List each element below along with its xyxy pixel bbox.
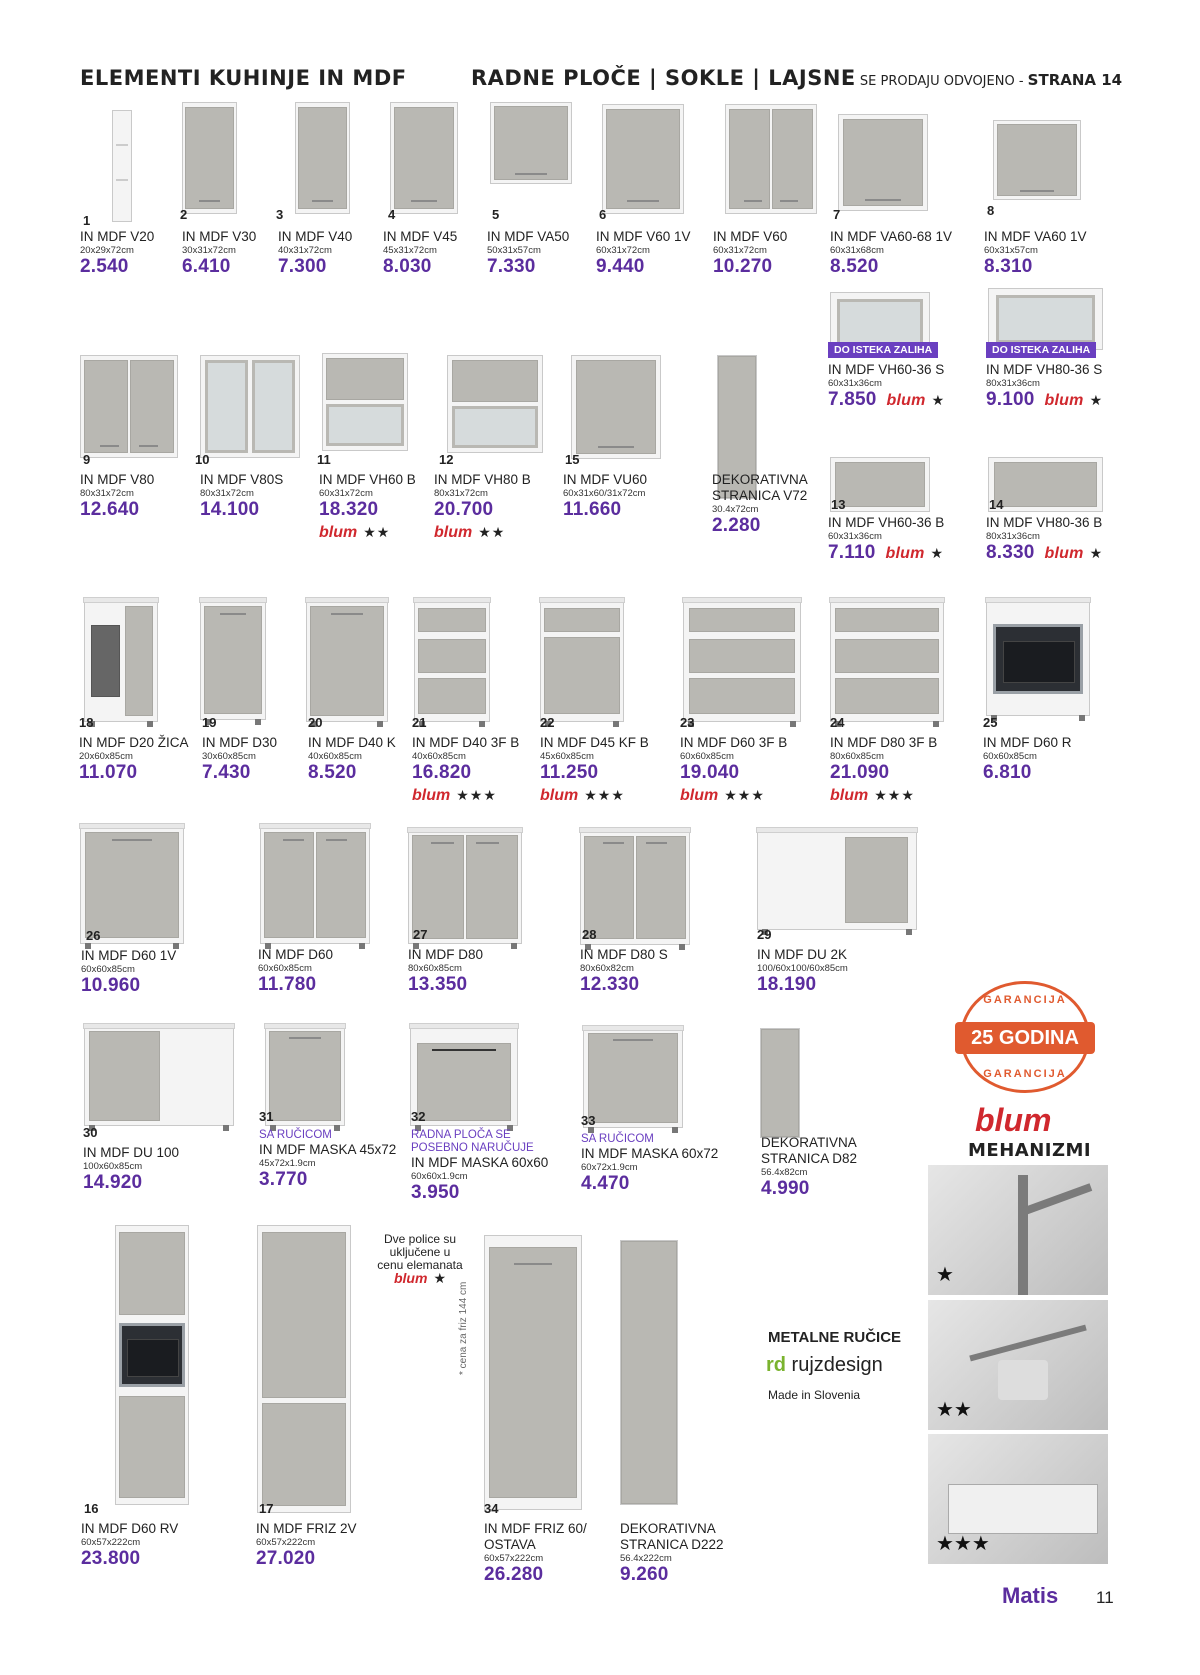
product-card — [83, 1125, 243, 1194]
product-name: IN MDF D60 3F B — [680, 735, 788, 750]
product-price: 9.440 — [596, 256, 645, 277]
cabinet-drawing — [182, 102, 237, 214]
product-card — [828, 497, 988, 565]
product-dimensions: 45x72x1.9cm — [259, 1158, 316, 1169]
product-card — [986, 497, 1146, 565]
product-price: 11.250 — [540, 762, 599, 783]
mechanisms-label: MEHANIZMI — [968, 1140, 1092, 1161]
product-name: IN MDF V45 — [383, 229, 458, 244]
product-dimensions: 60x72x1.9cm — [581, 1162, 638, 1173]
blum-brand-mark: blum — [434, 524, 473, 541]
product-subnote: SA RUČICOM — [259, 1129, 332, 1141]
product-price: 27.020 — [256, 1548, 316, 1569]
product-price: 11.780 — [258, 974, 317, 995]
product-number: 1 — [83, 213, 91, 228]
cabinet-drawing — [540, 600, 624, 722]
product-price: 8.520 — [830, 256, 879, 277]
product-subnote: POSEBNO NARUČUJE — [411, 1142, 534, 1154]
product-dimensions: 60x57x222cm — [484, 1553, 544, 1564]
star-rating: ★★★ — [584, 787, 625, 803]
product-dimensions: 80x31x72cm — [80, 488, 134, 499]
guarantee-band: 25 GODINA — [955, 1022, 1095, 1054]
product-dimensions: 60x60x85cm — [258, 963, 312, 974]
product-name: IN MDF MASKA 60x60 — [411, 1155, 549, 1170]
product-card — [986, 340, 1146, 412]
product-name: IN MDF VH80-36 B — [986, 515, 1103, 530]
product-dimensions: 60x31x68cm — [830, 245, 884, 256]
product-card — [830, 715, 990, 805]
product-dimensions: 60x57x222cm — [81, 1537, 141, 1548]
product-dimensions: 45x60x85cm — [540, 751, 594, 762]
cabinet-drawing — [112, 110, 132, 222]
page-number: 11 — [1096, 1588, 1114, 1607]
product-dimensions: 80x31x72cm — [200, 488, 254, 499]
mechanism-photo-2 — [928, 1300, 1108, 1430]
cabinet-drawing — [620, 1240, 678, 1505]
product-price: 18.190 — [757, 974, 817, 995]
product-dimensions: 30x31x72cm — [182, 245, 236, 256]
product-name: IN MDF D30 — [202, 735, 278, 750]
product-price: 7.850 blum ★ — [828, 389, 946, 410]
product-name: IN MDF D80 S — [580, 947, 668, 962]
shelves-note-line2: uključene u — [389, 1245, 451, 1259]
product-dimensions: 60x31x72cm — [713, 245, 767, 256]
product-price: 8.520 — [308, 762, 357, 783]
friz-price-note: * cena za friz 144 cm — [458, 1281, 469, 1375]
product-dimensions: 30.4x72cm — [712, 504, 759, 515]
product-price: 2.280 — [712, 515, 761, 536]
product-name: IN MDF V80 — [80, 472, 155, 487]
cabinet-drawing — [410, 1026, 518, 1126]
product-card — [81, 1501, 241, 1570]
product-price: 4.990 — [761, 1178, 810, 1199]
cabinet-drawing — [84, 1026, 234, 1126]
cabinet-drawing — [260, 826, 370, 944]
product-price: 10.270 — [713, 256, 773, 277]
cabinet-drawing — [760, 1028, 800, 1138]
product-name: IN MDF VH60-36 B — [828, 515, 945, 530]
blum-brand-mark: blum — [540, 787, 579, 804]
cabinet-drawing — [583, 1028, 683, 1128]
product-number: 15 — [565, 452, 580, 467]
page-reference: STRANA 14 — [1027, 71, 1123, 89]
product-card — [983, 715, 1143, 784]
product-dimensions: 60x31x36cm — [828, 531, 882, 542]
shelves-note-line3: cenu elemanata — [377, 1258, 463, 1272]
product-price: 18.320 — [319, 499, 379, 520]
product-card — [411, 1109, 571, 1204]
product-subnote: RADNA PLOČA SE — [411, 1129, 511, 1141]
product-name: IN MDF V40 — [278, 229, 353, 244]
blum-mark — [680, 787, 840, 805]
product-price: 12.640 — [80, 499, 140, 520]
product-dimensions: 60x60x85cm — [983, 751, 1037, 762]
product-number: 7 — [833, 207, 841, 222]
product-price: 7.110 blum ★ — [828, 542, 945, 563]
product-dimensions: 60x31x57cm — [984, 245, 1038, 256]
blum-logo: blum — [975, 1102, 1052, 1138]
cabinet-drawing — [571, 355, 661, 459]
cabinet-drawing — [580, 830, 690, 945]
product-dimensions: 20x29x72cm — [80, 245, 134, 256]
product-number: 27 — [413, 927, 428, 942]
product-card — [563, 452, 723, 521]
product-dimensions: 100x60x85cm — [83, 1161, 143, 1172]
product-name: STRANICA V72 — [712, 488, 808, 503]
cabinet-drawing — [322, 353, 408, 451]
guarantee-seal — [960, 981, 1090, 1093]
product-name: OSTAVA — [484, 1537, 536, 1552]
product-dimensions: 60x31x72cm — [596, 245, 650, 256]
stock-badge: DO ISTEKA ZALIHA — [828, 342, 938, 358]
cabinet-drawing — [200, 355, 300, 458]
product-price: 8.330 blum ★ — [986, 542, 1104, 563]
product-number: 9 — [83, 452, 91, 467]
blum-brand-mark: blum — [885, 545, 925, 562]
product-number: 22 — [540, 715, 555, 730]
star-rating: ★ — [1089, 545, 1104, 561]
shelves-note — [370, 1233, 470, 1286]
product-number: 18 — [79, 715, 94, 730]
cabinet-drawing — [200, 600, 266, 720]
product-card — [580, 927, 740, 996]
cabinet-drawing — [390, 102, 458, 214]
blum-brand-mark: blum — [830, 787, 869, 804]
product-card — [830, 207, 990, 278]
product-dimensions: 40x60x85cm — [308, 751, 362, 762]
cabinet-drawing — [115, 1225, 189, 1505]
product-dimensions: 20x60x85cm — [79, 751, 133, 762]
product-name: IN MDF D20 ŽICA — [79, 735, 189, 750]
product-price: 9.100 blum ★ — [986, 389, 1104, 410]
cabinet-drawing — [725, 104, 817, 214]
product-number: 24 — [830, 715, 845, 730]
cabinet-drawing — [490, 102, 572, 184]
product-name: IN MDF FRIZ 60/ — [484, 1521, 587, 1536]
product-number: 6 — [599, 207, 607, 222]
cabinet-drawing — [838, 114, 928, 211]
product-price: 16.820 — [412, 762, 472, 783]
product-name: IN MDF DU 2K — [757, 947, 848, 962]
product-price: 20.700 — [434, 499, 494, 520]
product-name: IN MDF D80 3F B — [830, 735, 938, 750]
product-dimensions: 100/60x100/60x85cm — [757, 963, 848, 974]
guarantee-top-text: GARANCIJA — [983, 994, 1067, 1006]
mechanism-photo-1 — [928, 1165, 1108, 1295]
blum-mark — [540, 787, 700, 805]
cabinet-drawing — [988, 457, 1103, 512]
product-dimensions: 80x31x72cm — [434, 488, 488, 499]
product-name: IN MDF D40 3F B — [412, 735, 520, 750]
star-rating: ★ — [1089, 392, 1104, 408]
blum-mark — [1045, 389, 1104, 412]
product-price: 12.330 — [580, 974, 640, 995]
product-number: 28 — [582, 927, 597, 942]
product-number: 17 — [259, 1501, 274, 1516]
cabinet-drawing — [993, 120, 1081, 200]
product-price: 7.430 — [202, 762, 251, 783]
product-name: DEKORATIVNA — [761, 1135, 857, 1150]
product-price: 19.040 — [680, 762, 740, 783]
product-number: 11 — [317, 452, 331, 467]
product-price: 8.310 — [984, 256, 1033, 277]
product-price: 2.540 — [80, 256, 129, 277]
product-name: IN MDF VH80 B — [434, 472, 531, 487]
product-number: 23 — [680, 715, 695, 730]
product-card — [984, 203, 1144, 278]
product-price: 13.350 — [408, 974, 468, 995]
product-name: IN MDF V60 — [713, 229, 788, 244]
product-dimensions: 80x60x85cm — [408, 963, 462, 974]
cabinet-drawing — [257, 1225, 351, 1513]
blum-brand-mark: blum — [319, 524, 358, 541]
product-number: 2 — [180, 207, 188, 222]
product-number: 16 — [84, 1501, 99, 1516]
cabinet-drawing — [830, 600, 944, 722]
product-price: 8.030 — [383, 256, 432, 277]
product-number: 32 — [411, 1109, 426, 1124]
product-price: 10.960 — [81, 975, 141, 996]
product-number: 21 — [412, 715, 427, 730]
product-dimensions: 60x60x85cm — [680, 751, 734, 762]
product-price: 9.260 — [620, 1564, 669, 1585]
section-subtitle — [471, 66, 1122, 90]
cabinet-drawing — [414, 600, 490, 722]
shelves-note-line1: Dve police su — [383, 1232, 457, 1246]
product-dimensions: 60x31x36cm — [828, 378, 882, 389]
product-name: IN MDF V20 — [80, 229, 155, 244]
rujzdesign-logo: rd rujzdesign — [766, 1354, 883, 1376]
product-dimensions: 80x60x82cm — [580, 963, 634, 974]
blum-brand-mark: blum — [412, 787, 451, 804]
product-price: 3.770 — [259, 1169, 308, 1190]
product-number: 30 — [83, 1125, 98, 1140]
product-name: IN MDF V30 — [182, 229, 257, 244]
photo-stars-1: ★ — [936, 1264, 954, 1286]
cabinet-drawing — [80, 826, 184, 944]
product-name: IN MDF VA60 1V — [984, 229, 1087, 244]
product-number: 26 — [86, 928, 101, 943]
product-dimensions: 56.4x82cm — [761, 1167, 808, 1178]
product-name: IN MDF D80 — [408, 947, 484, 962]
cabinet-drawing — [986, 600, 1090, 716]
subtitle-note: SE PRODAJU ODVOJENO - — [855, 74, 1028, 89]
product-name: IN MDF MASKA 45x72 — [259, 1142, 397, 1157]
cabinet-drawing — [447, 355, 543, 453]
product-price: 6.410 — [182, 256, 231, 277]
stock-badge: DO ISTEKA ZALIHA — [986, 342, 1096, 358]
photo-stars-2: ★★ — [936, 1399, 972, 1421]
product-name: IN MDF MASKA 60x72 — [581, 1146, 719, 1161]
product-price: 14.100 — [200, 499, 260, 520]
product-name: IN MDF V60 1V — [596, 229, 691, 244]
product-name: IN MDF VH60 B — [319, 472, 416, 487]
cabinet-drawing — [306, 600, 388, 722]
product-number: 34 — [484, 1501, 499, 1516]
blum-mark — [830, 787, 990, 805]
product-dimensions: 80x31x36cm — [986, 378, 1040, 389]
product-number: 31 — [259, 1109, 274, 1124]
matis-logo: Matis — [1002, 1583, 1059, 1608]
product-card — [581, 1113, 741, 1195]
blum-brand-mark: blum — [393, 1270, 428, 1286]
product-price: 3.950 — [411, 1182, 460, 1203]
blum-mark — [1045, 542, 1104, 565]
product-name: DEKORATIVNA — [620, 1521, 716, 1536]
cabinet-drawing — [757, 830, 917, 930]
product-name: IN MDF D60 RV — [81, 1521, 179, 1536]
product-price: 11.660 — [563, 499, 622, 520]
star-rating: ★ — [931, 392, 946, 408]
blum-brand-mark: blum — [1044, 545, 1084, 562]
product-dimensions: 40x60x85cm — [412, 751, 466, 762]
cabinet-drawing — [484, 1235, 582, 1510]
blum-brand-mark: blum — [1044, 392, 1084, 409]
section-title: ELEMENTI KUHINJE IN MDF — [80, 66, 407, 90]
blum-mark — [887, 389, 946, 412]
product-number: 4 — [388, 207, 396, 222]
product-dimensions: 60x57x222cm — [256, 1537, 316, 1548]
product-name: IN MDF VA50 — [487, 229, 570, 244]
cabinet-drawing — [602, 104, 684, 214]
star-rating: ★★ — [478, 524, 506, 540]
product-dimensions: 30x60x85cm — [202, 751, 256, 762]
blum-brand-mark: blum — [886, 392, 926, 409]
product-price: 21.090 — [830, 762, 890, 783]
product-dimensions: 80x60x85cm — [830, 751, 884, 762]
blum-mark — [886, 542, 945, 565]
product-number: 3 — [276, 207, 284, 222]
product-name: STRANICA D82 — [761, 1151, 858, 1166]
product-name: IN MDF D60 — [258, 947, 334, 962]
subtitle-main: RADNE PLOČE | SOKLE | LAJSNE — [471, 66, 856, 90]
blum-brand-mark: blum — [680, 787, 719, 804]
product-subnote: SA RUČICOM — [581, 1133, 654, 1145]
product-name: IN MDF D60 1V — [81, 948, 177, 963]
product-name: IN MDF D60 R — [983, 735, 1072, 750]
product-number: 14 — [989, 497, 1004, 512]
metal-handles-title: METALNE RUČICE — [768, 1329, 902, 1346]
product-number: 8 — [987, 203, 995, 218]
product-number: 29 — [757, 927, 772, 942]
product-card — [761, 1135, 921, 1200]
product-price: 7.300 — [278, 256, 327, 277]
product-number: 12 — [439, 452, 454, 467]
cabinet-drawing — [295, 102, 350, 214]
product-price: 11.070 — [79, 762, 138, 783]
product-number: 10 — [195, 452, 210, 467]
product-dimensions: 60x31x60/31x72cm — [563, 488, 646, 499]
cabinet-drawing — [84, 600, 158, 722]
made-in-label: Made in Slovenia — [768, 1388, 861, 1402]
product-dimensions: 40x31x72cm — [278, 245, 332, 256]
product-card — [828, 340, 988, 412]
product-card — [81, 928, 241, 997]
product-dimensions: 60x60x85cm — [81, 964, 135, 975]
photo-stars-3: ★★★ — [936, 1533, 990, 1555]
cabinet-drawing — [80, 355, 178, 458]
product-name: IN MDF V80S — [200, 472, 284, 487]
product-name: IN MDF D40 K — [308, 735, 396, 750]
product-dimensions: 56.4x222cm — [620, 1553, 672, 1564]
product-name: IN MDF VH80-36 S — [986, 362, 1103, 377]
product-price: 23.800 — [81, 1548, 141, 1569]
star-rating: ★ — [433, 1270, 446, 1286]
product-name: IN MDF FRIZ 2V — [256, 1521, 357, 1536]
cabinet-drawing — [683, 600, 801, 722]
product-card — [408, 927, 568, 996]
star-rating: ★★★ — [874, 787, 915, 803]
product-number: 13 — [831, 497, 846, 512]
guarantee-bottom-text: GARANCIJA — [983, 1068, 1067, 1080]
product-number: 20 — [308, 715, 323, 730]
product-name: IN MDF DU 100 — [83, 1145, 180, 1160]
star-rating: ★★★ — [456, 787, 497, 803]
product-card — [256, 1501, 416, 1570]
product-card — [757, 927, 917, 996]
product-price: 4.470 — [581, 1173, 630, 1194]
mechanism-photo-3 — [928, 1434, 1108, 1564]
blum-mark — [434, 524, 594, 542]
product-name: STRANICA D222 — [620, 1537, 724, 1552]
product-dimensions: 50x31x57cm — [487, 245, 541, 256]
star-rating: ★★★ — [724, 787, 765, 803]
product-dimensions: 60x60x1.9cm — [411, 1171, 468, 1182]
product-name: IN MDF D45 KF B — [540, 735, 649, 750]
product-name: IN MDF VH60-36 S — [828, 362, 945, 377]
cabinet-drawing — [265, 1026, 345, 1126]
product-name: IN MDF VA60-68 1V — [830, 229, 953, 244]
product-number: 33 — [581, 1113, 596, 1128]
product-name: DEKORATIVNA — [712, 472, 808, 487]
product-dimensions: 60x31x72cm — [319, 488, 373, 499]
product-price: 26.280 — [484, 1564, 544, 1585]
product-number: 25 — [983, 715, 998, 730]
product-name: IN MDF VU60 — [563, 472, 648, 487]
product-card — [620, 1521, 780, 1586]
product-dimensions: 45x31x72cm — [383, 245, 437, 256]
product-price: 7.330 — [487, 256, 536, 277]
star-rating: ★★ — [363, 524, 391, 540]
star-rating: ★ — [930, 545, 945, 561]
product-card — [258, 947, 418, 996]
product-price: 6.810 — [983, 762, 1032, 783]
product-dimensions: 80x31x36cm — [986, 531, 1040, 542]
product-number: 5 — [492, 207, 500, 222]
product-number: 19 — [202, 715, 217, 730]
product-price: 14.920 — [83, 1172, 143, 1193]
